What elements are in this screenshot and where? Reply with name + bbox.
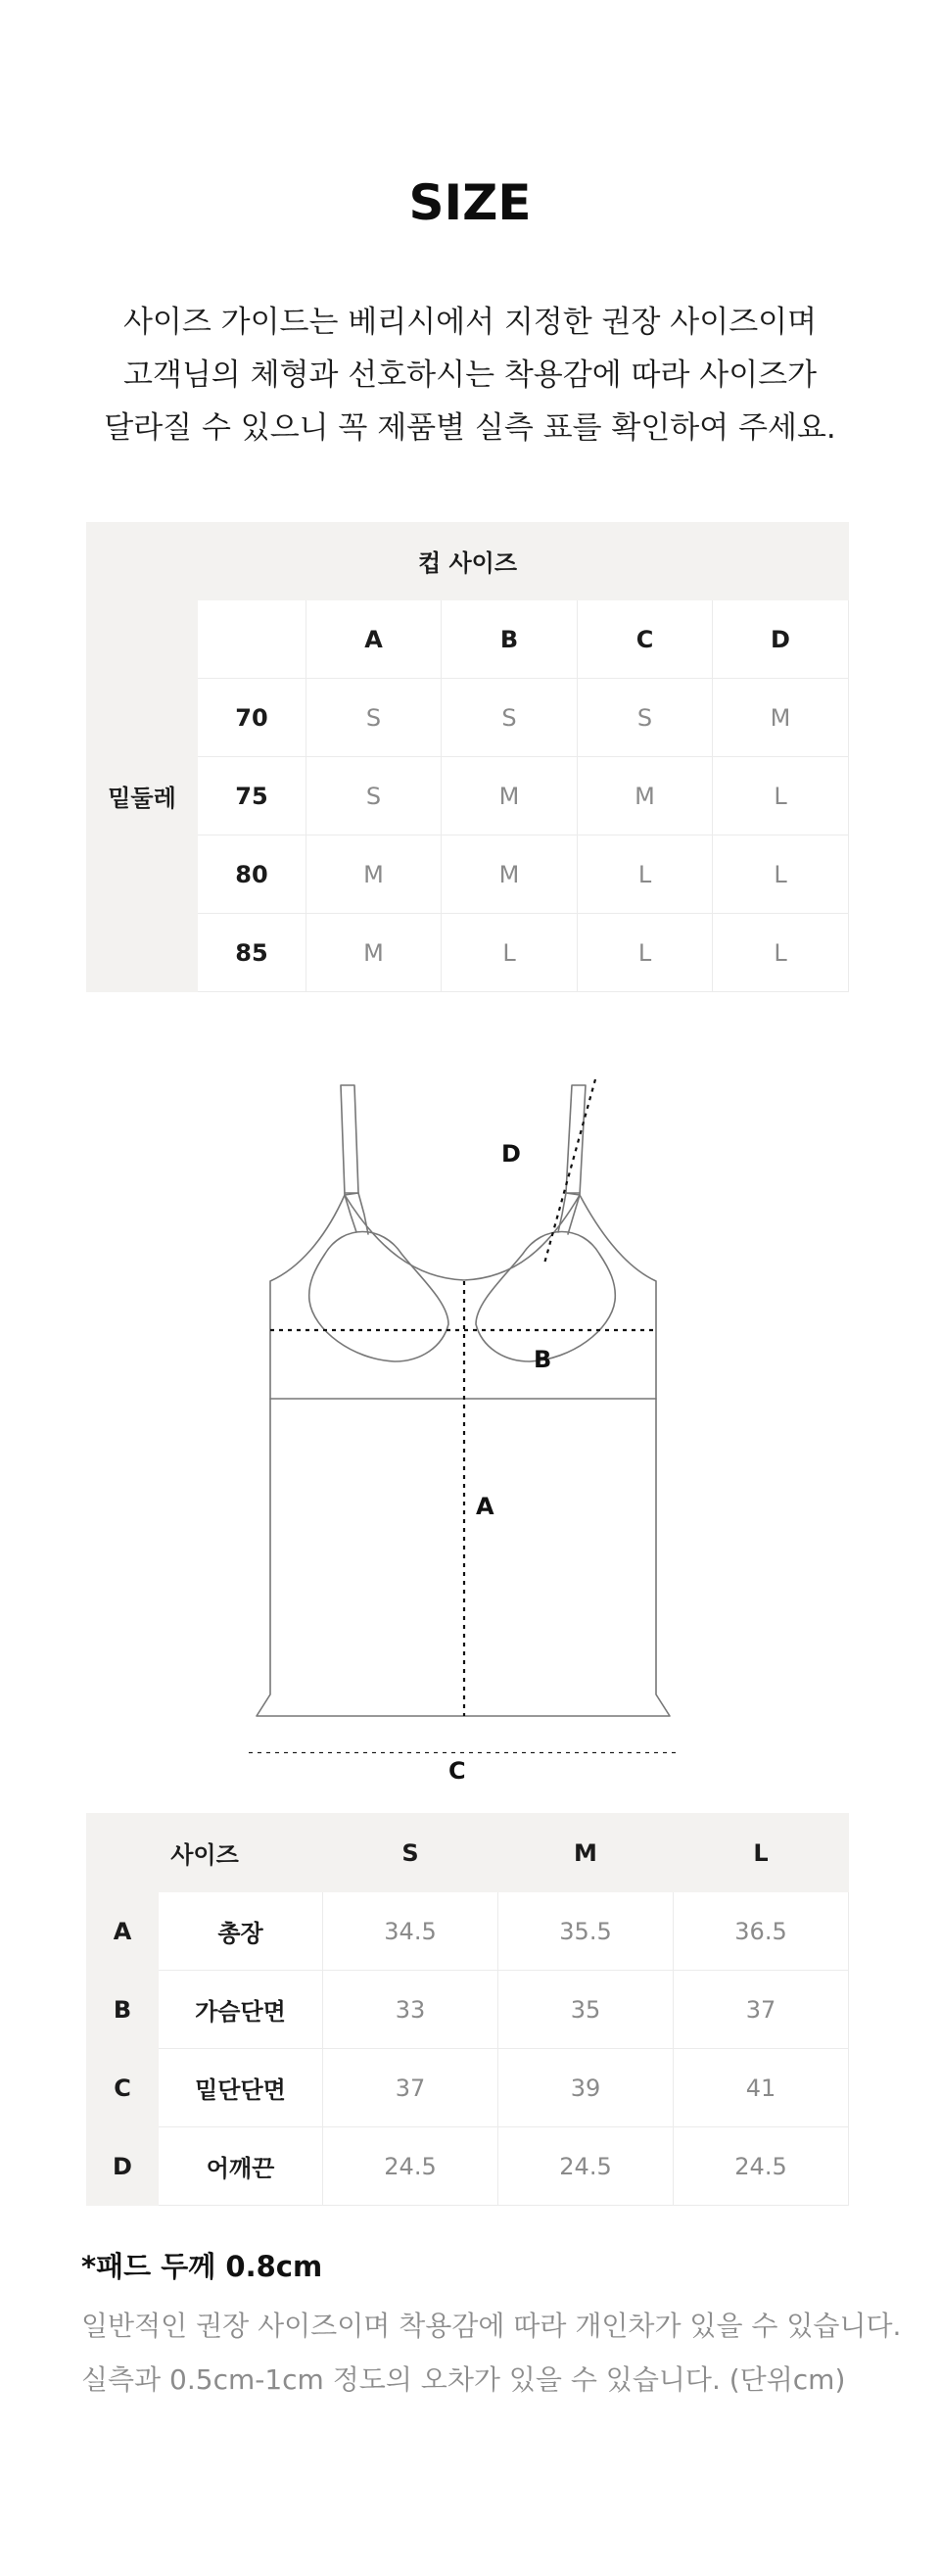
pad-thickness-note: *패드 두께 0.8cm <box>81 2250 323 2283</box>
measurement-table <box>86 1813 849 2206</box>
size-col-header: L <box>674 1814 849 1892</box>
size-cell: M <box>306 914 442 992</box>
measure-value: 33 <box>323 1971 498 2049</box>
measure-value: 34.5 <box>323 1892 498 1971</box>
intro-line: 달라질 수 있으니 꼭 제품별 실측 표를 확인하여 주세요. <box>104 410 836 446</box>
size-col-header: S <box>323 1814 498 1892</box>
cup-col-header: B <box>442 600 578 679</box>
cup-col-header: D <box>713 600 849 679</box>
cup-col-header: A <box>306 600 442 679</box>
size-cell: M <box>306 835 442 914</box>
label-b: B <box>534 1346 552 1373</box>
measure-name: 어깨끈 <box>159 2127 323 2206</box>
cup-size-header: 컵 사이즈 <box>87 522 849 600</box>
disclaimer-text <box>81 2299 902 2407</box>
measure-value: 35 <box>498 1971 674 2049</box>
body-outline <box>257 1195 670 1716</box>
measure-code: C <box>87 2049 159 2127</box>
measure-value: 37 <box>674 1971 849 2049</box>
intro-text <box>59 296 881 454</box>
size-cell: L <box>713 835 849 914</box>
table-row <box>87 1892 849 1971</box>
measure-value: 24.5 <box>498 2127 674 2206</box>
size-cell: L <box>578 914 713 992</box>
measure-value: 39 <box>498 2049 674 2127</box>
size-cell: L <box>713 914 849 992</box>
band-value: 85 <box>198 914 306 992</box>
band-value: 70 <box>198 679 306 757</box>
cup-size-table <box>86 522 849 992</box>
measure-value: 36.5 <box>674 1892 849 1971</box>
table-row <box>87 2127 849 2206</box>
measure-code: D <box>87 2127 159 2206</box>
measure-code: A <box>87 1892 159 1971</box>
label-d: D <box>501 1140 521 1168</box>
corner-cell <box>198 600 306 679</box>
table-row <box>87 679 849 757</box>
label-c: C <box>448 1757 466 1785</box>
band-value: 80 <box>198 835 306 914</box>
size-cell: M <box>442 835 578 914</box>
measure-name: 밑단단면 <box>159 2049 323 2127</box>
measure-value: 35.5 <box>498 1892 674 1971</box>
table-row <box>87 2049 849 2127</box>
right-cup <box>476 1232 615 1362</box>
measure-name: 가슴단면 <box>159 1971 323 2049</box>
table-row <box>87 914 849 992</box>
garment-diagram <box>235 1068 705 1753</box>
table-row <box>87 757 849 835</box>
left-strap <box>341 1085 358 1195</box>
measure-value: 24.5 <box>323 2127 498 2206</box>
measure-value: 37 <box>323 2049 498 2127</box>
cup-col-header: C <box>578 600 713 679</box>
table-row <box>87 835 849 914</box>
size-cell: S <box>306 679 442 757</box>
size-cell: L <box>442 914 578 992</box>
right-strap <box>566 1085 586 1195</box>
size-cell: M <box>442 757 578 835</box>
measure-name: 총장 <box>159 1892 323 1971</box>
disclaimer-line: 일반적인 권장 사이즈이며 착용감에 따라 개인차가 있을 수 있습니다. <box>81 2310 902 2342</box>
size-col-header: M <box>498 1814 674 1892</box>
table-row <box>87 1971 849 2049</box>
label-c-holder <box>446 1753 485 1792</box>
camisole-illustration <box>235 1068 705 1753</box>
intro-line: 사이즈 가이드는 베리시에서 지정한 권장 사이즈이며 <box>122 305 818 340</box>
disclaimer-line: 실측과 0.5cm-1cm 정도의 오차가 있을 수 있습니다. (단위cm) <box>81 2363 846 2396</box>
page-title: SIZE <box>408 174 532 231</box>
size-cell: S <box>578 679 713 757</box>
left-cup <box>309 1232 448 1362</box>
size-cell: M <box>713 679 849 757</box>
measure-value: 41 <box>674 2049 849 2127</box>
size-cell: L <box>578 835 713 914</box>
measure-code: B <box>87 1971 159 2049</box>
size-header: 사이즈 <box>87 1814 323 1892</box>
measure-value: 24.5 <box>674 2127 849 2206</box>
band-value: 75 <box>198 757 306 835</box>
size-cell: M <box>578 757 713 835</box>
table-header-row <box>87 1814 849 1892</box>
band-label: 밑둘레 <box>87 600 198 992</box>
size-cell: S <box>442 679 578 757</box>
size-cell: L <box>713 757 849 835</box>
intro-line: 고객님의 체형과 선호하시는 착용감에 따라 사이즈가 <box>122 358 818 393</box>
size-cell: S <box>306 757 442 835</box>
label-a: A <box>476 1493 494 1520</box>
